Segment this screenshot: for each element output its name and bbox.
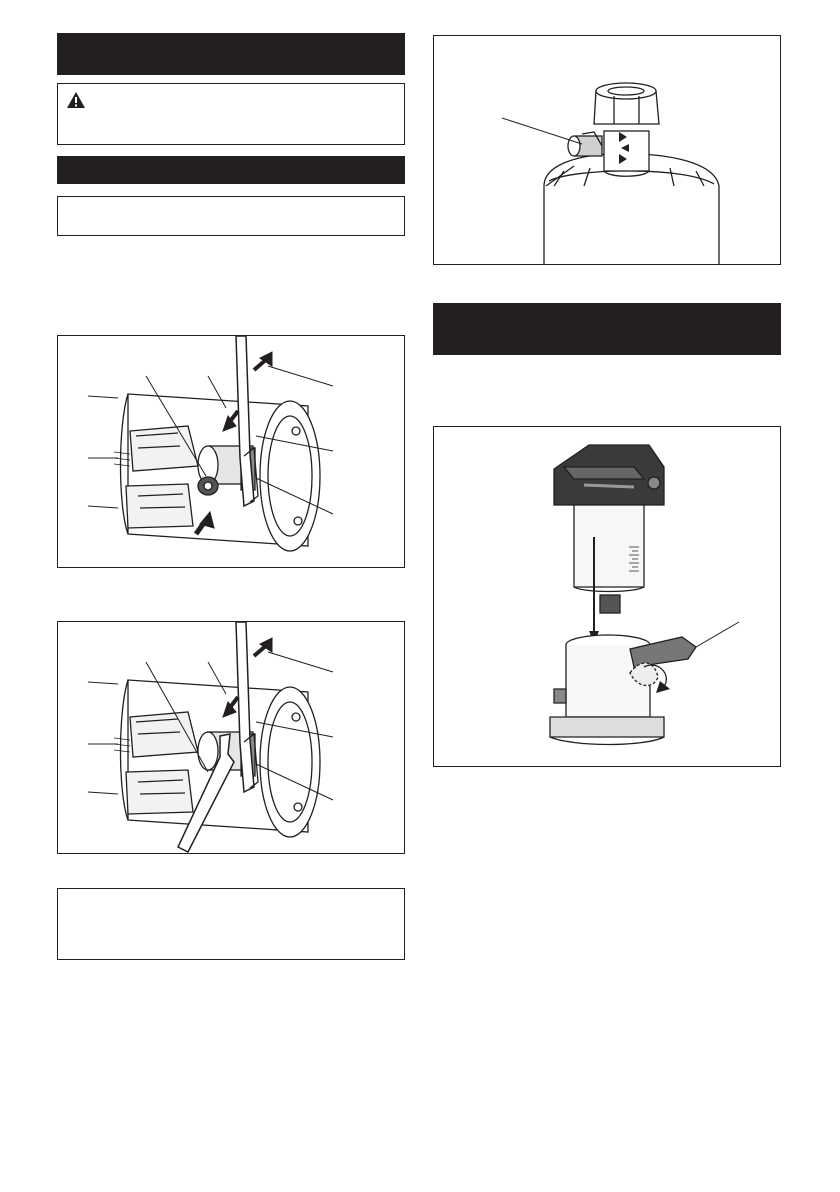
section-header-bar-1 xyxy=(57,33,405,75)
figure-2-drawing xyxy=(58,622,405,854)
figure-3-collet-nut-closeup xyxy=(433,35,781,265)
figure-2-two-wrenches xyxy=(57,621,405,854)
figure-3-drawing xyxy=(434,36,781,265)
figure-1-drawing xyxy=(58,336,405,568)
figure-4-motor-into-base xyxy=(433,426,781,767)
warning-triangle-icon xyxy=(66,91,86,109)
note-box-2 xyxy=(57,888,405,960)
figure-1-shaft-lock-wrench xyxy=(57,335,405,568)
warning-box xyxy=(57,83,405,145)
section-header-bar-2 xyxy=(57,156,405,184)
note-box-1 xyxy=(57,196,405,236)
section-header-bar-3 xyxy=(433,303,781,355)
figure-4-drawing xyxy=(434,427,781,767)
